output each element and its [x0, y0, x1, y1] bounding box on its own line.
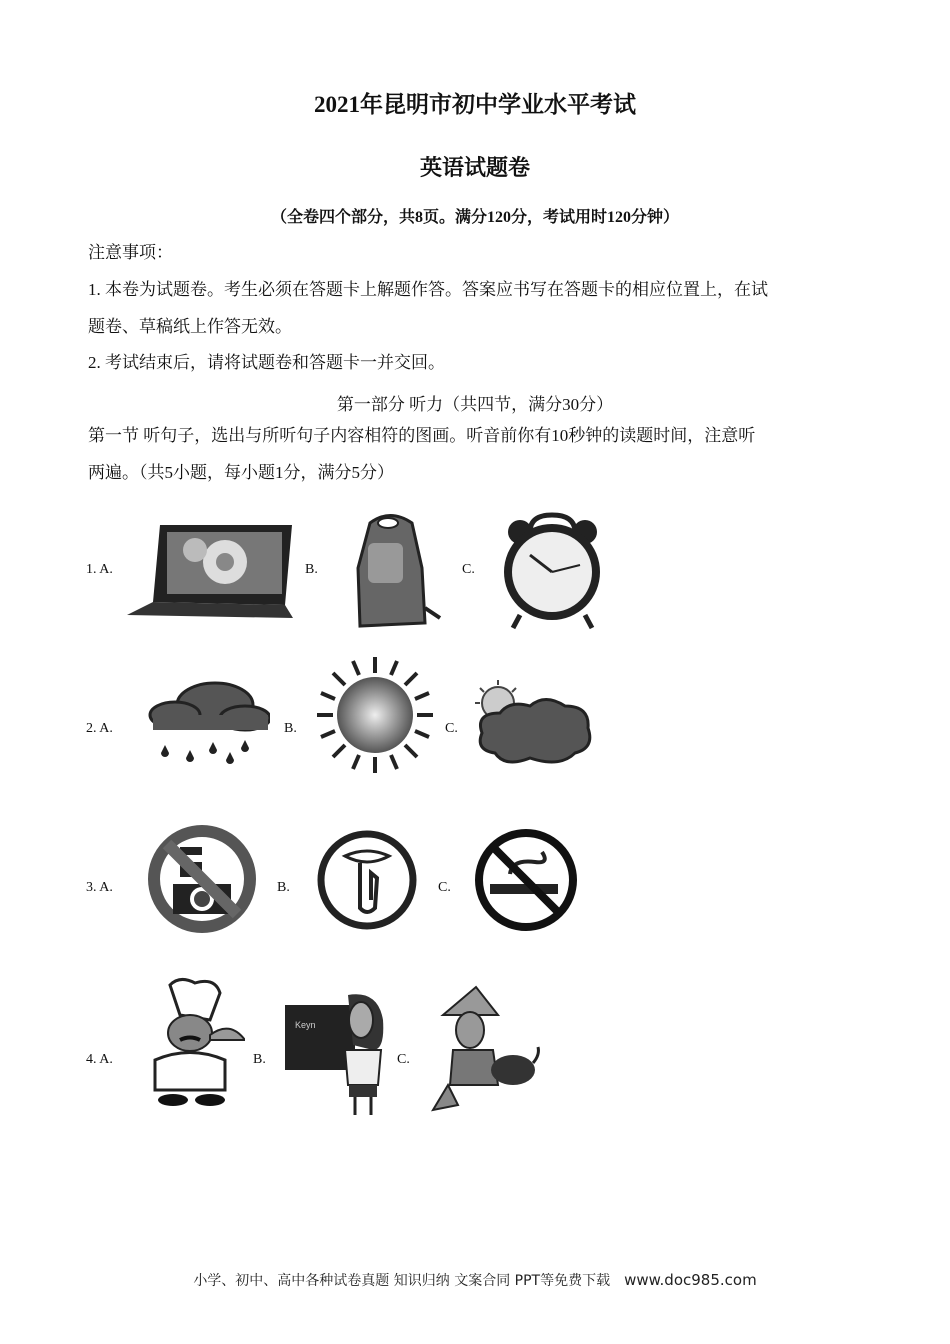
q4-label-b: B.	[253, 1052, 266, 1067]
page-subtitle: 英语试题卷	[419, 155, 530, 180]
chef-icon	[135, 975, 245, 1110]
footer-text: 小学、初中、高中各种试卷真题 知识归纳 文案合同 PPT等免费下载	[193, 1273, 611, 1289]
notice-item-1-line-1: 1. 本卷为试题卷。考生必须在答题卡上解题作答。答案应书写在答题卡的相应位置上，在试	[88, 280, 768, 299]
q4-label-a: 4. A.	[86, 1052, 113, 1067]
backpack-icon	[340, 508, 445, 633]
exam-info: （全卷四个部分，共8页。满分120分，考试用时120分钟）	[270, 209, 679, 226]
no-smoking-sign-icon	[470, 824, 582, 936]
keep-quiet-sign-icon	[315, 828, 420, 933]
q2-label-a: 2. A.	[86, 721, 113, 736]
svg-text:Keyn: Keyn	[295, 1020, 316, 1030]
street-cleaner-icon	[428, 985, 543, 1115]
footer	[0, 1270, 950, 1290]
part-1-heading: 第一部分 听力（共四节，满分30分）	[336, 395, 614, 414]
no-camera-sign-icon	[145, 822, 260, 937]
q2-label-b: B.	[284, 721, 297, 736]
q3-label-b: B.	[277, 880, 290, 895]
q1-label-c: C.	[462, 562, 475, 577]
q2-label-c: C.	[445, 721, 458, 736]
notice-item-2: 2. 考试结束后，请将试题卷和答题卡一并交回。	[88, 353, 445, 372]
footer-url-link[interactable]: www.doc985.com	[624, 1271, 757, 1289]
notice-item-1-line-2: 题卷、草稿纸上作答无效。	[88, 317, 292, 336]
q1-label-a: 1. A.	[86, 562, 113, 577]
teacher-icon	[283, 990, 398, 1120]
q1-label-b: B.	[305, 562, 318, 577]
section-1-instructions-line-1: 第一节 听句子，选出与所听句子内容相符的图画。听音前你有10秒钟的读题时间，注意听	[88, 426, 756, 445]
q3-label-c: C.	[438, 880, 451, 895]
section-1-instructions-line-2: 两遍。（共5小题，每小题1分，满分5分）	[88, 463, 394, 482]
laptop-icon	[125, 520, 295, 625]
alarm-clock-icon	[495, 510, 610, 635]
q3-label-a: 3. A.	[86, 880, 113, 895]
q4-label-c: C.	[397, 1052, 410, 1067]
sun-icon	[315, 655, 435, 775]
cloudy-sun-icon	[470, 678, 600, 768]
page-title: 2021年昆明市初中学业水平考试	[314, 92, 636, 117]
notice-heading: 注意事项：	[88, 243, 173, 262]
rain-cloud-icon	[145, 680, 270, 770]
